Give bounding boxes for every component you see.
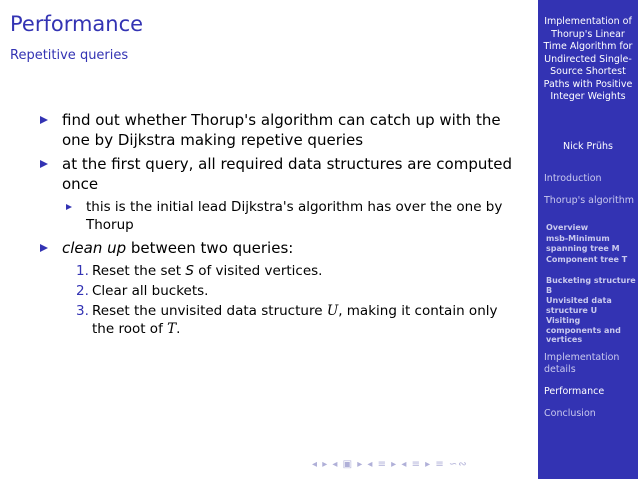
enum-item (40, 262, 520, 280)
sidebar-subsection-overview[interactable]: Overview (546, 223, 589, 232)
enum-item (40, 282, 520, 300)
enum-text: Reset the set (92, 263, 186, 279)
sidebar-subsection-msb-mst[interactable]: msb-Minimum spanning tree M (546, 234, 620, 253)
sub-bullet-text: this is the initial lead Dijkstra's algorithm has over the one by Thorup (86, 199, 503, 233)
slide-content (40, 110, 520, 340)
enum-number: 3. (76, 303, 89, 319)
sidebar-author[interactable]: Nick Prühs (563, 141, 613, 152)
enum-text: of visited vertices. (193, 263, 323, 279)
enum-number: 2. (76, 283, 89, 299)
sidebar-subsection-bucketing-structure[interactable]: Bucketing structure B (546, 276, 636, 295)
bullet-text: at the first query, all required data structures are computed once (62, 155, 512, 193)
bullet-triangle-icon (40, 116, 48, 124)
bullet-text-italic: clean up (62, 239, 127, 257)
bullet-item (40, 238, 520, 258)
sidebar-section-introduction[interactable]: Introduction (544, 173, 602, 184)
math-symbol: S (185, 263, 194, 279)
bullet-item (40, 110, 520, 150)
sidebar-subsection-component-tree[interactable]: Component tree T (546, 255, 628, 264)
frame-title: Performance (10, 12, 144, 36)
sidebar (538, 0, 638, 479)
bullet-triangle-icon (40, 160, 48, 168)
sidebar-section-performance[interactable]: Performance (544, 386, 605, 397)
sidebar-subsection-visiting-components[interactable]: Visiting components and vertices (546, 316, 621, 344)
sidebar-section-thorups-algorithm[interactable]: Thorup's algorithm (544, 195, 635, 206)
enum-text: Reset the unvisited data structure (92, 303, 327, 319)
beamer-navigation-bar[interactable]: ◂ ▸ ◂ ▣ ▸ ◂ ≡ ▸ ◂ ≡ ▸ ≡ ∽∾ (312, 459, 468, 470)
sub-bullet-item (64, 198, 520, 234)
sidebar-section-implementation-details[interactable]: Implementation details (544, 352, 620, 375)
enum-number: 1. (76, 263, 89, 279)
bullet-text: between two queries: (126, 239, 294, 257)
bullet-triangle-icon (40, 244, 48, 252)
sidebar-subsection-unvisited-data-structure[interactable]: Unvisited data structure U (546, 296, 612, 315)
sub-bullet-triangle-icon (66, 204, 72, 210)
enum-text: , making it contain only the root of (92, 303, 498, 337)
math-symbol: U (326, 303, 339, 319)
enum-item (40, 302, 520, 338)
enum-text: . (176, 321, 181, 337)
bullet-item (40, 154, 520, 194)
math-symbol: T (167, 321, 177, 337)
bullet-text: find out whether Thorup's algorithm can catch up with the one by Dijkstra making repetive queries (62, 111, 501, 149)
sidebar-title[interactable]: Implementation of Thorup's Linear Time Algorithm for Undirected Single-Source Shortest Paths with Positive Integer Weights (543, 16, 633, 102)
enum-text: Clear all buckets. (92, 283, 209, 299)
frame-subtitle: Repetitive queries (10, 48, 129, 63)
sidebar-section-conclusion[interactable]: Conclusion (544, 408, 596, 419)
